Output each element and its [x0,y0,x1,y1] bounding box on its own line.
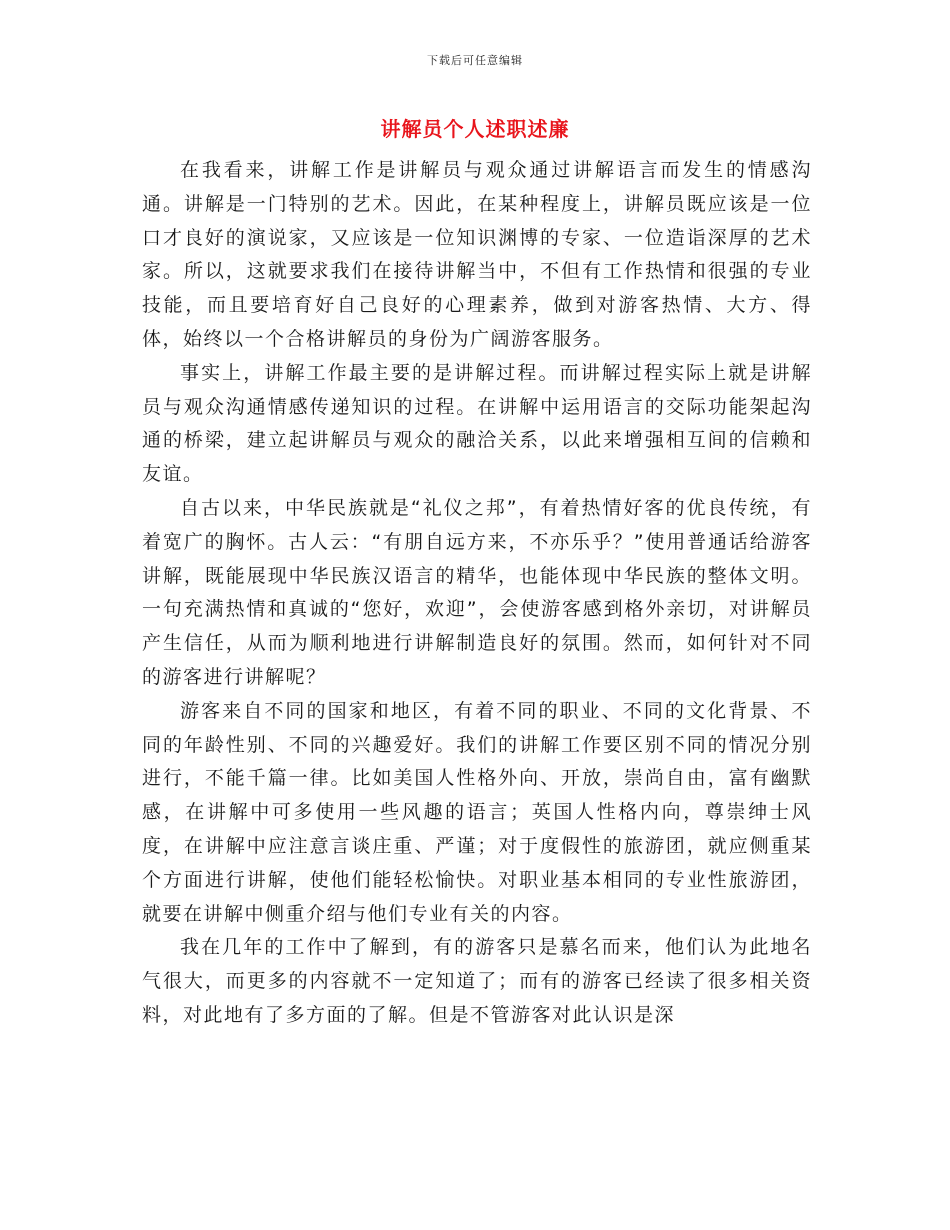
document-body [142,154,812,1033]
paragraph: 自古以来，中华民族就是“礼仪之邦”，有着热情好客的优良传统，有着宽广的胸怀。古人云：“有朋自远方来，不亦乐乎？”使用普通话给游客讲解，既能展现中华民族汉语言的精华，也能体现中华民族的整体文明。一句充满热情和真诚的“您好，欢迎”，会使游客感到格外亲切，对讲解员产生信任，从而为顺利地进行讲解制造良好的氛围。然而，如何针对不同的游客进行讲解呢？ [142,496,812,688]
paragraph: 在我看来，讲解工作是讲解员与观众通过讲解语言而发生的情感沟通。讲解是一门特别的艺术。因此，在某种程度上，讲解员既应该是一位口才良好的演说家，又应该是一位知识渊博的专家、一位造诣深厚的艺术家。所以，这就要求我们在接待讲解当中，不但有工作热情和很强的专业技能，而且要培育好自己良好的心理素养，做到对游客热情、大方、得体，始终以一个合格讲解员的身份为广阔游客服务。 [142,159,812,350]
paragraph: 我在几年的工作中了解到，有的游客只是慕名而来，他们认为此地名气很大，而更多的内容就不一定知道了；而有的游客已经读了很多相关资料，对此地有了多方面的了解。但是不管游客对此认识是深 [142,936,812,1026]
paragraph: 事实上，讲解工作最主要的是讲解过程。而讲解过程实际上就是讲解员与观众沟通情感传递知识的过程。在讲解中运用语言的交际功能架起沟通的桥梁，建立起讲解员与观众的融洽关系，以此来增强相互间的信赖和友谊。 [142,361,812,486]
header-note: 下载后可任意编辑 [427,54,523,67]
paragraph: 游客来自不同的国家和地区，有着不同的职业、不同的文化背景、不同的年龄性别、不同的兴趣爱好。我们的讲解工作要区别不同的情况分别进行，不能千篇一律。比如美国人性格外向、开放，崇尚自由，富有幽默感，在讲解中可多使用一些风趣的语言；英国人性格内向，尊崇绅士风度，在讲解中应注意言谈庄重、严谨；对于度假性的旅游团，就应侧重某个方面进行讲解，使他们能轻松愉快。对职业基本相同的专业性旅游团，就要在讲解中侧重介绍与他们专业有关的内容。 [142,699,812,925]
document-title: 讲解员个人述职述廉 [380,117,570,141]
